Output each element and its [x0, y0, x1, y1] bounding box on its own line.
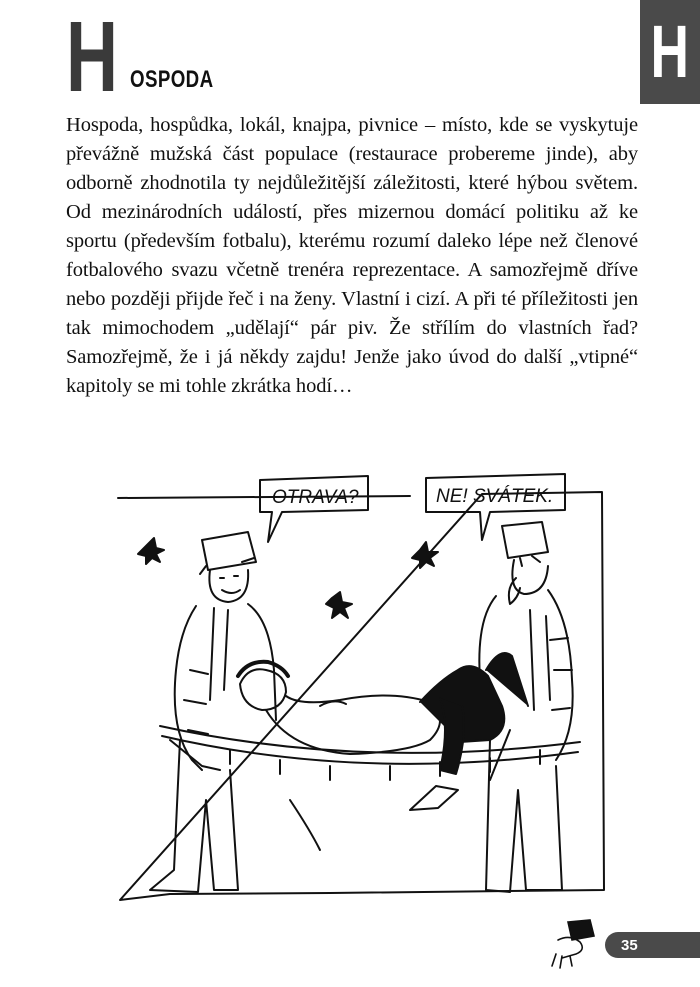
- speech-bubble-left: [260, 476, 368, 542]
- cartoon-illustration: [110, 470, 605, 935]
- page-number-bar: [605, 932, 700, 958]
- star-right: [412, 542, 438, 568]
- title-rest: OSPODA: [130, 66, 214, 93]
- footer-doodle-icon: [550, 914, 602, 970]
- bubble-left-text: OTRAVA?: [272, 487, 359, 508]
- page-number: 35: [621, 936, 638, 954]
- title-initial: H: [66, 1, 118, 113]
- chapter-letter: H: [650, 10, 690, 93]
- chapter-tab: [640, 0, 700, 104]
- body-paragraph: Hospoda, hospůdka, lokál, knajpa, pivnice – místo, kde se vyskytuje převážně mužská část populace (restaurace probereme jinde), aby odborně zhodnotila ty nejdůležitější záležitosti, které hýbou světem. Od mezinárodních událostí, přes mizernou domácí politiku až ke sportu (především fotbalu), kterému rozumí daleko lépe než členové fotbalového svazu včetně trenéra reprezentace. A samozřejmě dříve nebo později přijde řeč i na ženy. Vlastní i cizí. A při té příležitosti jen tak mimochodem „udělají“ pár piv. Že střílím do vlastních řad? Samozřejmě, že i já někdy zajdu! Jenže jako úvod do další „vtipné“ kapitoly se mi tohle zkrátka hodí…: [66, 114, 638, 397]
- paramedic-left: [150, 532, 276, 892]
- star-middle: [326, 592, 352, 618]
- star-left: [138, 538, 164, 564]
- bubble-right-text: NE! SVÁTEK.: [436, 486, 554, 507]
